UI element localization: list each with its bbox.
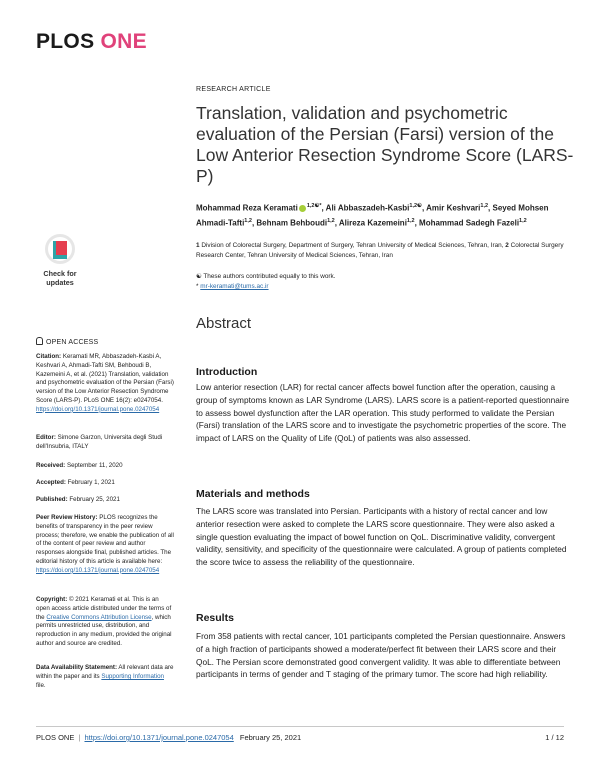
accepted-text: February 1, 2021 [65,479,115,486]
affiliations [196,241,571,261]
published-label: Published: [36,496,68,503]
supporting-information-link[interactable]: Supporting Information [101,672,164,680]
corresponding-email-link[interactable]: mr-keramati@tums.ac.ir [200,283,269,290]
author-name[interactable]: Mohammad Reza Keramati [196,203,298,213]
published-text: February 25, 2021 [67,496,120,503]
peer-review-text: PLOS recognizes the benefits of transparency in the peer review process; therefore, we enable the publication of all of the content of peer review and author responses alongside final, published articles. The editorial history of this article is available here: [36,514,174,565]
accepted-label: Accepted: [36,479,66,486]
citation-text: Keramati MR, Abbaszadeh-Kasbi A, Keshvari A, Ahmadi-Tafti SM, Behboudi B, Kazemeini A, et al. (2021) Translation, validation and psychometric evaluation of the Persian (Farsi) version of the Low Anterior Resection Syndrome Score (LARS-P). PLoS ONE 16(2): e0247054. [36,353,174,404]
equal-contribution-note: ☯ These authors contributed equally to this work. [196,273,336,280]
data-availability-text-end: file. [36,681,46,689]
asterisk-icon: * [196,283,201,290]
article-title: Translation, validation and psychometric evaluation of the Persian (Farsi) version of the Low Anterior Resection Syndrome Score (LARS-P) [196,103,574,186]
peer-review-link[interactable]: https://doi.org/10.1371/journal.pone.0247054 [36,566,160,574]
check-updates-line2: updates [46,277,74,287]
author-affil-sup: 1,2 [519,218,527,225]
editor-label: Editor: [36,434,56,441]
author-name[interactable]: , Mohammad Sadegh Fazeli [414,218,520,228]
page-footer [36,733,301,742]
citation-block [36,353,174,415]
author-affil-sup: 1,2☯ [409,203,422,209]
copyright-label: Copyright: [36,596,68,603]
received-date [36,462,174,471]
data-availability-block [36,664,174,690]
footer-divider [36,726,564,727]
check-updates-label [36,270,84,287]
logo-plos: PLOS [36,30,95,53]
author-affil-sup: 1,2 [327,218,335,225]
section-heading-results: Results [196,612,234,624]
footer-date: February 25, 2021 [239,733,302,742]
license-link[interactable]: Creative Commons Attribution License [46,613,152,621]
journal-logo [36,30,147,54]
footer-separator [236,733,238,742]
corresponding-email-line [196,282,269,292]
section-text-introduction: Low anterior resection (LAR) for rectal cancer affects bowel function after the operation, causing a group of symptoms known as LAR Syndrome (LARS). LARS score is a patient-reported questionnaire to assess bowel dysfunction after the LAR operation. This study performed to validate the Persian (Farsi) translation of the LARS score and to investigate the psychometric properties of the score. The impact of LARS on the Quality of Life (QoL) of patients was also assessed. [196,382,570,444]
logo-one: ONE [100,30,147,53]
open-lock-icon [36,337,43,345]
author-name[interactable]: , Ali Abbaszadeh-Kasbi [321,203,410,213]
section-text-results: From 358 patients with rectal cancer, 101 participants completed the Persian questionnaire. Answers of a high fraction of participants showed a moderate/perfect fit between their LARS score and their QoL. The Persian score demonstrated good convergent validity. It was able to differentiate between participants in terms of gender and T staging of the primary tumor. The score had high reliability. [196,631,566,680]
peer-review-block [36,514,174,576]
copyright-block [36,596,174,649]
accepted-date [36,479,174,488]
copyright-text: © 2021 Keramati et al. This is an open access article distributed under the terms of the [36,596,172,621]
footer-separator: | [76,733,83,742]
footer-doi-link[interactable]: https://doi.org/10.1371/journal.pone.0247054 [84,733,234,742]
author-name[interactable]: , Seyed Mohsen Ahmadi-Tafti [196,203,549,228]
affil-text: Division of Colorectal Surgery, Department of Surgery, Tehran University of Medical Sciences, Tehran, Iran, [199,242,506,249]
affil-number: 1 [196,242,200,249]
orcid-icon[interactable] [299,205,306,212]
affil-text: Colorectal Surgery Research Center, Tehran University of Medical Sciences, Tehran, Iran [196,242,564,259]
open-access-label [36,337,98,346]
peer-review-label: Peer Review History: [36,514,98,521]
copyright-text-end: , which permits unrestricted use, distribution, and reproduction in any medium, provided the original author and source are credited. [36,613,172,647]
page-number: 1 / 12 [545,733,564,742]
published-date [36,496,174,505]
received-label: Received: [36,462,66,469]
check-updates-line1: Check for [43,269,77,278]
article-type: RESEARCH ARTICLE [196,86,271,93]
section-text-methods: The LARS score was translated into Persian. Participants with a history of rectal cancer and low anterior resection were asked to complete the LARS score questionnaire. They were also asked a single question evaluating the impact of bowel function on QoL. Discriminative validity, convergent validity, sensitivity, and specificity of the questionnaire were calculated. A group of patients completed the score twice to assess the reliability of the questionnaire. [196,506,567,568]
affil-number: 2 [505,242,509,249]
author-list [196,200,571,230]
citation-doi-link[interactable]: https://doi.org/10.1371/journal.pone.0247054 [36,405,160,413]
author-name[interactable]: , Behnam Behboudi [251,218,328,228]
citation-label: Citation: [36,353,62,360]
section-heading-methods: Materials and methods [196,488,310,500]
author-affil-sup: 1,2 [480,203,489,209]
open-access-text: OPEN ACCESS [46,339,99,346]
abstract-heading: Abstract [196,315,252,332]
author-affil-sup: 1,2 [244,218,252,225]
data-availability-label: Data Availability Statement: [36,664,118,671]
author-name[interactable]: , Amir Keshvari [421,203,481,213]
received-text: September 11, 2020 [65,462,123,469]
data-availability-text: All relevant data are within the paper and its [36,664,174,680]
check-for-updates-badge[interactable] [36,232,84,294]
editor-block [36,434,174,452]
author-affil-sup: 1,2☯* [306,203,322,209]
author-name[interactable]: , Alireza Kazemeini [334,218,407,228]
footer-journal: PLOS ONE [36,733,75,742]
check-updates-ribbon-accent-icon [56,241,67,255]
author-affil-sup: 1,2 [406,218,415,225]
editor-text: Simone Garzon, Universita degli Studi dell'Insubria, ITALY [36,434,163,450]
section-heading-introduction: Introduction [196,366,258,378]
